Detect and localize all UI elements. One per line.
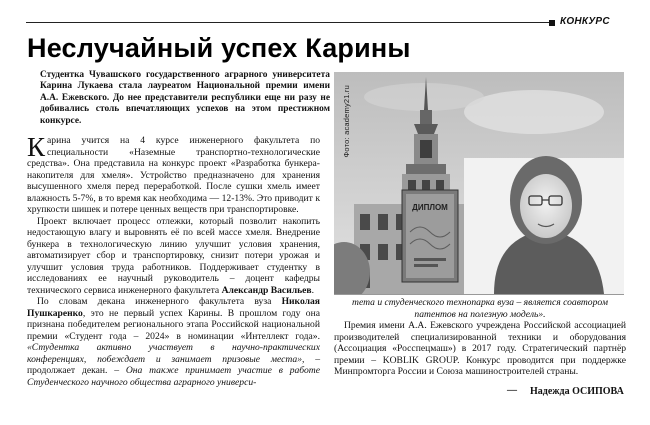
article-lead: Студентка Чувашского государственного аграрного университета Карина Лукаева стала лауреатом Национальной премии имени А.А. Ежевского. До нее представители республики еще ни разу не добивались столь впечатляющих успехов на этом престижном конкурсе.	[40, 70, 330, 126]
photo-credit: Фото: academy21.ru	[342, 85, 351, 158]
diploma-label: ДИПЛОМ	[412, 203, 448, 212]
drop-cap: К	[27, 132, 46, 162]
paragraph-3-mid: , это не первый успех Карины. В прошлом году она признана победителем регионального этапа Российской национальной премии «Студент года – 2024» в номинации «Интеллект года».	[27, 307, 320, 342]
dean-quote-2: Она также принимает участие в работе Студенческого научного общества аграрного универси-	[27, 365, 320, 388]
paragraph-1-text: арина учится на 4 курсе инженерного факультета по специальности «Наземные транспортно-технологические средства». Она представила на конкурс проект «Разработка бункера-накопителя для хмеля». Устройство предназначено для хранения высушенного хмеля перед переработкой. После сушки хмель имеет влажность 5-7%, в то время как необходима — 12-13%. Это приводит к хрупкости шишек и потере ценных веществ при транспортировке.	[27, 135, 320, 215]
body-paragraph-2	[27, 216, 320, 297]
dean-quote-1: «Студентка активно участвует в научно-практических конференциях, побеждает и занимает призовые места»,	[27, 342, 320, 365]
supervisor-name: Александр Васильев	[221, 284, 312, 296]
body-column-left	[27, 132, 320, 388]
person-portrait	[464, 156, 624, 294]
photo-illustration	[334, 72, 624, 294]
author-signature: Надежда ОСИПОВА	[530, 386, 624, 397]
body-column-right	[334, 297, 626, 378]
section-rubric: КОНКУРС	[560, 16, 610, 27]
body-paragraph-3	[27, 296, 320, 388]
paragraph-2-text: Проект включает процесс отлежки, который позволит накопить недостающую влагу и выровнять её по всей массе хмеля. Внедрение бункера в технологическую линию улучшит условия хранения, автоматизирует сбор и транспортировку, снизит потери урожая и улучшит условия труда работников. Поддерживает студентку в исследованиях ее научный руководитель – доцент кафедры технического сервиса инженерного факультета	[27, 215, 320, 296]
paragraph-3-start: По словам декана инженерного факультета вуза	[37, 296, 282, 307]
paragraph-3-speaker: – продолжает декан. –	[27, 353, 320, 376]
quote-continuation: тета и студенческого технопарка вуза – является соавтором патентов на полезную модель».	[352, 297, 608, 320]
header-rule-marker	[549, 20, 555, 26]
body-paragraph-4: Премия имени А.А. Ежевского учреждена Российской ассоциацией производителей специализированной техники и оборудования (Ассоциация «Росспецмаш») в 2017 году. Стратегический партнёр премии – KOBLIK GROUP. Конкурс проводится при поддержке Минпромторга России и Союза машиностроителей страны.	[334, 320, 626, 377]
article-headline: Неслучайный успех Карины	[27, 33, 411, 63]
header-rule	[26, 22, 550, 23]
dean-name: Николая Пушкаренко	[27, 296, 320, 319]
signature-dash: —	[507, 385, 517, 396]
body-paragraph-1	[27, 132, 320, 216]
article-photo	[334, 72, 624, 295]
paragraph-2-end: .	[311, 284, 315, 296]
